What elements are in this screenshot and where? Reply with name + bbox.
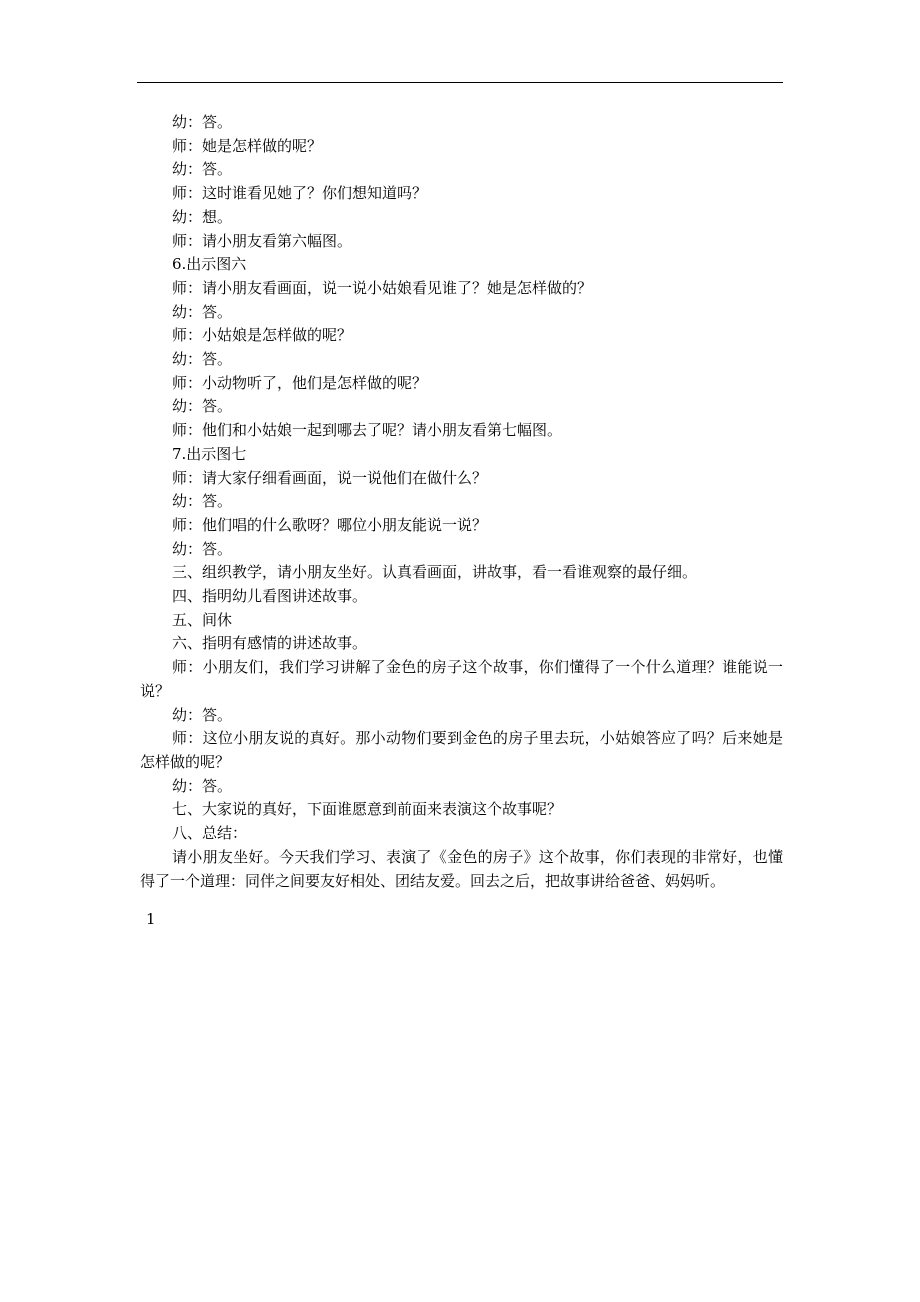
paragraph: 师：小动物听了，他们是怎样做的呢？ (172, 373, 428, 392)
paragraph: 幼：答。 (172, 160, 233, 179)
section-item: 七、大家说的真好，下面谁愿意到前面来表演这个故事呢？ (172, 800, 563, 819)
paragraph: 师：这位小朋友说的真好。那小动物们要到金色的房子里去玩，小姑娘答应了吗？后来她是怎样做的呢？ (140, 729, 783, 771)
paragraph: 幼：答。 (172, 776, 233, 795)
paragraph: 师：请大家仔细看画面，说一说他们在做什么？ (172, 468, 488, 487)
page-number: 1 (146, 910, 156, 928)
section-item: 八、总结： (172, 824, 248, 843)
section-item: 三、组织教学，请小朋友坐好。认真看画面，讲故事，看一看谁观察的最仔细。 (172, 563, 698, 582)
section-heading: 6.出示图六 (172, 255, 247, 274)
paragraph: 师：他们唱的什么歌呀？哪位小朋友能说一说？ (172, 515, 488, 534)
section-item: 四、指明幼儿看图讲述故事。 (172, 587, 368, 606)
paragraph: 师：小朋友们，我们学习讲解了金色的房子这个故事，你们懂得了一个什么道理？谁能说一说？ (140, 658, 783, 700)
paragraph: 师：小姑娘是怎样做的呢？ (172, 326, 353, 345)
section-heading: 7.出示图七 (172, 444, 247, 463)
paragraph: 幼：答。 (172, 705, 233, 724)
paragraph: 师：他们和小姑娘一起到哪去了呢？请小朋友看第七幅图。 (172, 421, 563, 440)
paragraph: 师：她是怎样做的呢？ (172, 136, 323, 155)
paragraph: 师：这时谁看见她了？你们想知道吗？ (172, 184, 428, 203)
paragraph: 请小朋友坐好。今天我们学习、表演了《金色的房子》这个故事，你们表现的非常好，也懂得了一个道理：同伴之间要友好相处、团结友爱。回去之后，把故事讲给爸爸、妈妈听。 (140, 847, 783, 890)
section-item: 五、间休 (172, 610, 233, 629)
paragraph: 幼：答。 (172, 397, 233, 416)
paragraph: 师：请小朋友看画面，说一说小姑娘看见谁了？她是怎样做的？ (172, 278, 593, 297)
header-rule (137, 82, 783, 83)
paragraph: 幼：想。 (172, 207, 233, 226)
paragraph: 幼：答。 (172, 539, 233, 558)
paragraph: 幼：答。 (172, 350, 233, 369)
paragraph: 幼：答。 (172, 302, 233, 321)
section-item: 六、指明有感情的讲述故事。 (172, 634, 368, 653)
paragraph: 幼：答。 (172, 492, 233, 511)
document-body (140, 111, 783, 893)
paragraph: 师：请小朋友看第六幅图。 (172, 231, 353, 250)
paragraph: 幼：答。 (172, 113, 233, 131)
